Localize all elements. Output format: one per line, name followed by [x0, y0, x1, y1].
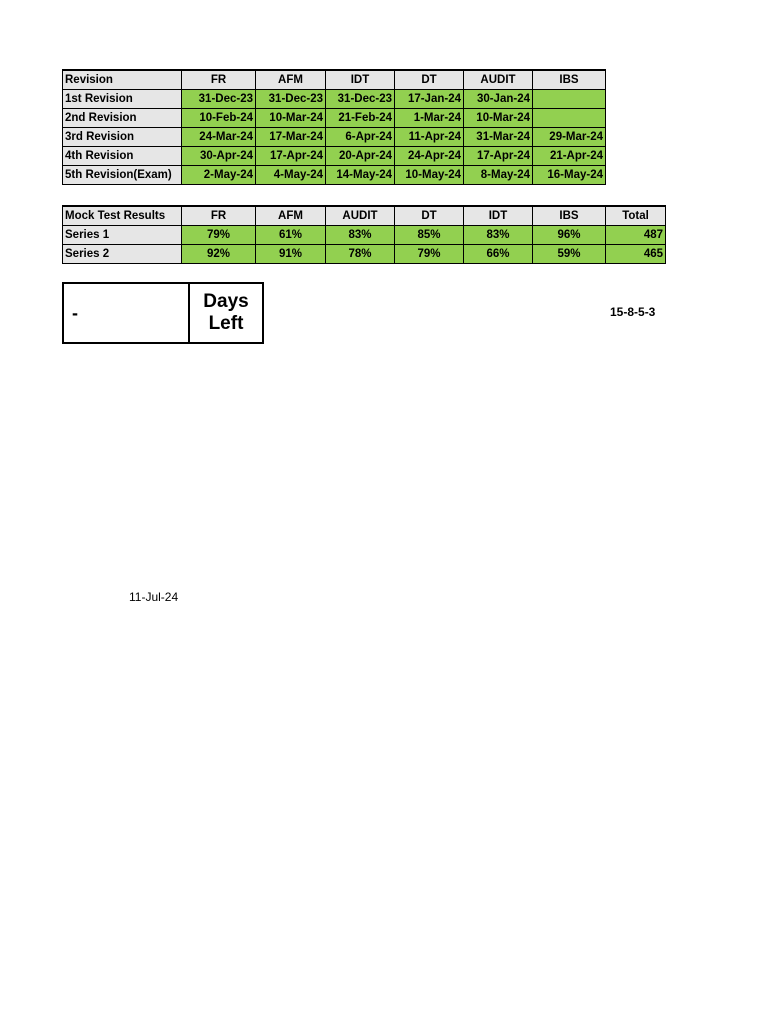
row-label-cell[interactable]: 1st Revision [63, 90, 182, 109]
date-cell[interactable]: 31-Dec-23 [326, 90, 395, 109]
header-cell[interactable]: IBS [533, 206, 606, 226]
date-cell[interactable]: 31-Dec-23 [182, 90, 256, 109]
score-cell[interactable]: 91% [256, 245, 326, 264]
score-cell[interactable]: 92% [182, 245, 256, 264]
empty-cell[interactable] [533, 90, 606, 109]
days-left-row [63, 283, 263, 343]
table-row [63, 90, 606, 109]
revision-table [62, 69, 606, 185]
total-cell[interactable]: 465 [606, 245, 666, 264]
days-left-label-line1: Days [203, 291, 249, 312]
score-cell[interactable]: 83% [326, 226, 395, 245]
date-cell[interactable]: 17-Jan-24 [395, 90, 464, 109]
date-cell[interactable]: 17-Apr-24 [464, 147, 533, 166]
header-cell[interactable]: Mock Test Results [63, 206, 182, 226]
mock-header-row [63, 206, 666, 226]
header-cell[interactable]: IDT [326, 70, 395, 90]
empty-cell[interactable] [533, 109, 606, 128]
date-cell[interactable]: 6-Apr-24 [326, 128, 395, 147]
date-cell[interactable]: 10-Mar-24 [256, 109, 326, 128]
date-cell[interactable]: 30-Apr-24 [182, 147, 256, 166]
date-cell[interactable]: 30-Jan-24 [464, 90, 533, 109]
header-cell[interactable]: DT [395, 70, 464, 90]
date-cell[interactable]: 2-May-24 [182, 166, 256, 185]
header-cell[interactable]: AUDIT [326, 206, 395, 226]
table-row [63, 226, 666, 245]
header-cell[interactable]: Revision [63, 70, 182, 90]
date-cell[interactable]: 1-Mar-24 [395, 109, 464, 128]
score-cell[interactable]: 83% [464, 226, 533, 245]
row-label-cell[interactable]: Series 1 [63, 226, 182, 245]
date-cell[interactable]: 31-Dec-23 [256, 90, 326, 109]
date-cell[interactable]: 10-Feb-24 [182, 109, 256, 128]
table-row [63, 109, 606, 128]
score-cell[interactable]: 61% [256, 226, 326, 245]
date-cell[interactable]: 21-Apr-24 [533, 147, 606, 166]
score-cell[interactable]: 96% [533, 226, 606, 245]
date-cell[interactable]: 16-May-24 [533, 166, 606, 185]
date-cell[interactable]: 4-May-24 [256, 166, 326, 185]
total-cell[interactable]: 487 [606, 226, 666, 245]
revision-pattern-text[interactable]: 15-8-5-3 [610, 305, 656, 319]
date-cell[interactable]: 29-Mar-24 [533, 128, 606, 147]
days-left-value[interactable]: - [63, 283, 189, 343]
header-cell[interactable]: IBS [533, 70, 606, 90]
revision-header-row [63, 70, 606, 90]
row-label-cell[interactable]: 5th Revision(Exam) [63, 166, 182, 185]
header-cell[interactable]: AFM [256, 70, 326, 90]
row-label-cell[interactable]: 3rd Revision [63, 128, 182, 147]
days-left-label[interactable] [189, 283, 263, 343]
date-cell[interactable]: 17-Apr-24 [256, 147, 326, 166]
header-cell[interactable]: DT [395, 206, 464, 226]
date-cell[interactable]: 11-Apr-24 [395, 128, 464, 147]
header-cell[interactable]: IDT [464, 206, 533, 226]
date-cell[interactable]: 24-Apr-24 [395, 147, 464, 166]
table-row [63, 245, 666, 264]
header-cell[interactable]: AUDIT [464, 70, 533, 90]
date-cell[interactable]: 10-Mar-24 [464, 109, 533, 128]
table-row [63, 147, 606, 166]
date-cell[interactable]: 20-Apr-24 [326, 147, 395, 166]
table-row [63, 166, 606, 185]
header-cell[interactable]: Total [606, 206, 666, 226]
date-cell[interactable]: 14-May-24 [326, 166, 395, 185]
score-cell[interactable]: 85% [395, 226, 464, 245]
score-cell[interactable]: 78% [326, 245, 395, 264]
mock-test-table [62, 205, 666, 264]
row-label-cell[interactable]: Series 2 [63, 245, 182, 264]
date-cell[interactable]: 31-Mar-24 [464, 128, 533, 147]
date-cell[interactable]: 8-May-24 [464, 166, 533, 185]
date-cell[interactable]: 24-Mar-24 [182, 128, 256, 147]
row-label-cell[interactable]: 2nd Revision [63, 109, 182, 128]
date-cell[interactable]: 21-Feb-24 [326, 109, 395, 128]
days-left-box [62, 282, 264, 344]
date-text[interactable]: 11-Jul-24 [129, 590, 179, 604]
header-cell[interactable]: FR [182, 70, 256, 90]
date-cell[interactable]: 10-May-24 [395, 166, 464, 185]
score-cell[interactable]: 66% [464, 245, 533, 264]
header-cell[interactable]: AFM [256, 206, 326, 226]
header-cell[interactable]: FR [182, 206, 256, 226]
score-cell[interactable]: 59% [533, 245, 606, 264]
table-row [63, 128, 606, 147]
date-cell[interactable]: 17-Mar-24 [256, 128, 326, 147]
score-cell[interactable]: 79% [182, 226, 256, 245]
row-label-cell[interactable]: 4th Revision [63, 147, 182, 166]
days-left-label-line2: Left [208, 313, 244, 334]
score-cell[interactable]: 79% [395, 245, 464, 264]
